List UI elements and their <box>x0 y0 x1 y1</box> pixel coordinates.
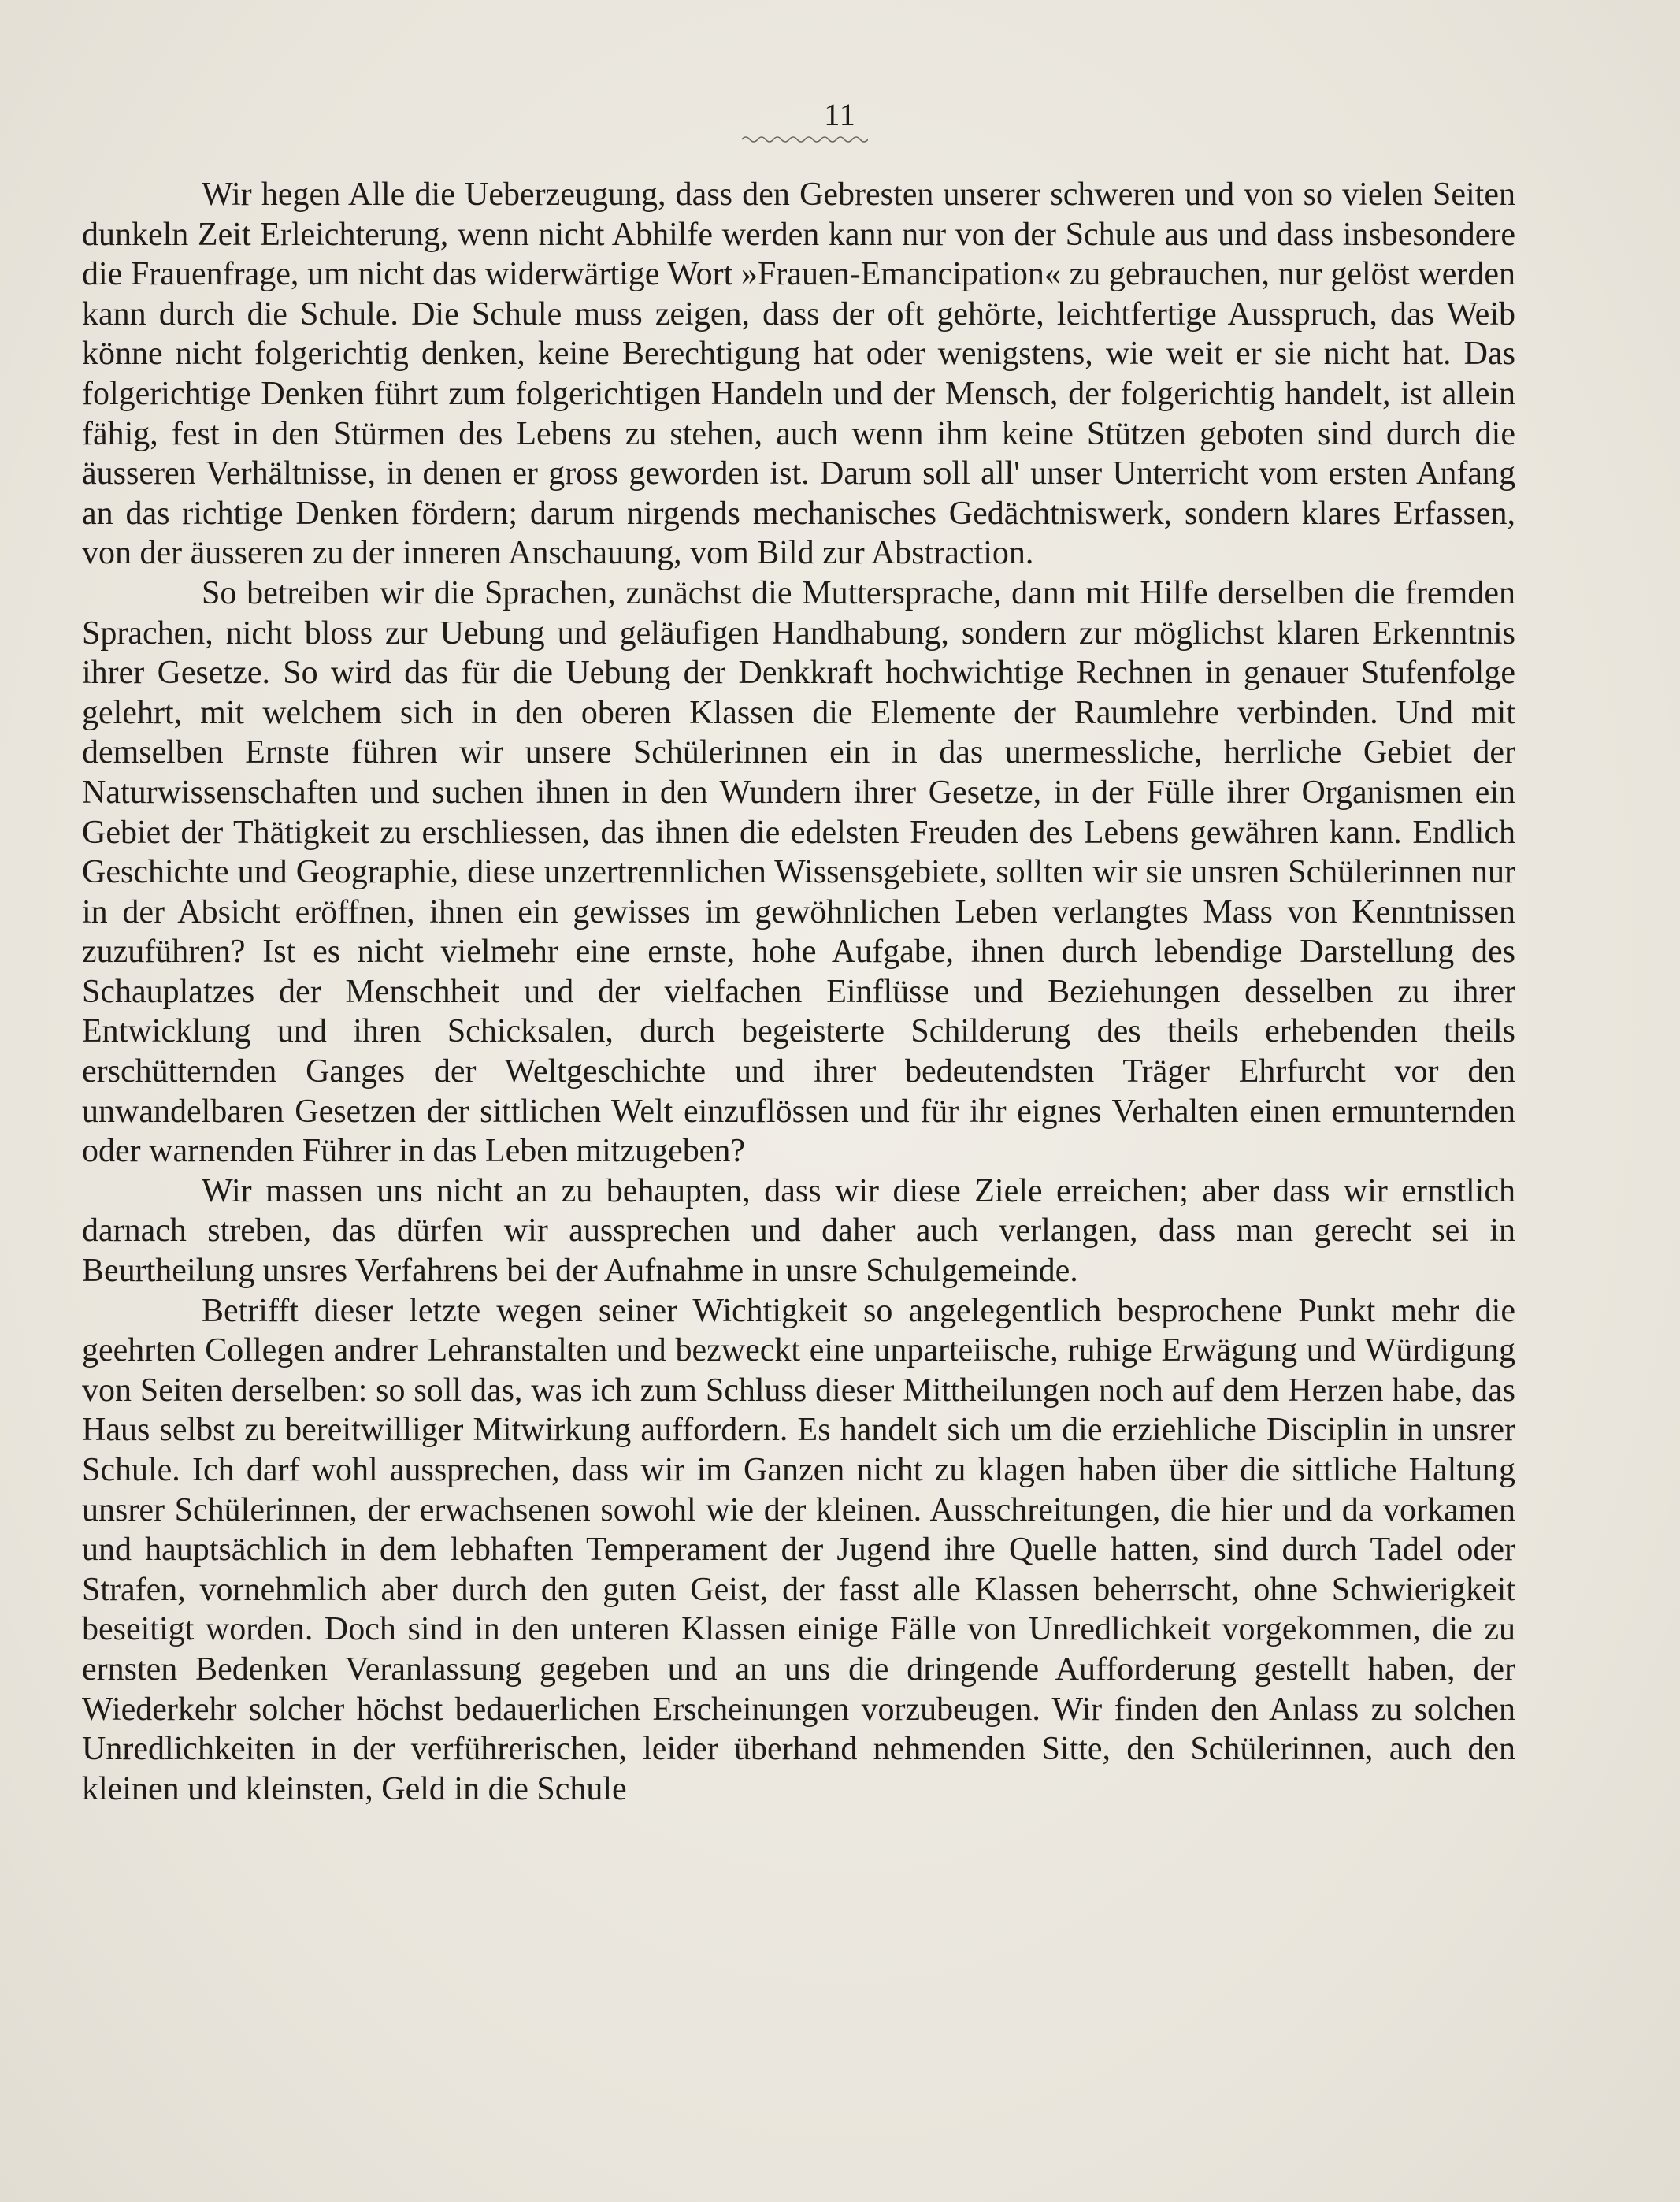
body-text <box>82 175 1515 1809</box>
ornament-divider <box>742 134 868 145</box>
paragraph: Wir massen uns nicht an zu behaupten, dass wir diese Ziele erreichen; aber dass wir ernstlich darnach streben, das dürfen wir aussprechen und daher auch verlangen, dass man gerecht sei in Beurtheilung unsres Verfahrens bei der Aufnahme in unsre Schulgemeinde. <box>82 1172 1515 1290</box>
paragraph: Wir hegen Alle die Ueberzeugung, dass den Gebresten unserer schweren und von so vielen Seiten dunkeln Zeit Erleichterung, wenn nicht Abhilfe werden kann nur von der Schule aus und dass insbesondere die Frauenfrage, um nicht das widerwärtige Wort »Frauen-Emancipation« zu gebrauchen, nur gelöst werden kann durch die Schule. Die Schule muss zeigen, dass der oft gehörte, leichtfertige Ausspruch, das Weib könne nicht folgerichtig denken, keine Berechtigung hat oder wenigstens, wie weit er sie nicht hat. Das folgerichtige Denken führt zum folgerichtigen Handeln und der Mensch, der folgerichtig handelt, ist allein fähig, fest in den Stürmen des Lebens zu stehen, auch wenn ihm keine Stützen geboten sind durch die äusseren Verhältnisse, in denen er gross geworden ist. Darum soll all' unser Unterricht vom ersten Anfang an das richtige Denken fördern; darum nirgends mechanisches Gedächtniswerk, sondern klares Erfassen, von der äusseren zu der inneren Anschauung, vom Bild zur Abstraction. <box>82 176 1515 572</box>
paragraph: Betrifft dieser letzte wegen seiner Wichtigkeit so angelegentlich besprochene Punkt mehr die geehrten Collegen andrer Lehranstalten und bezweckt eine unparteiische, ruhige Erwägung und Würdigung von Seiten derselben: so soll das, was ich zum Schluss dieser Mittheilungen noch auf dem Herzen habe, das Haus selbst zu bereitwilliger Mitwirkung auffordern. Es handelt sich um die erziehliche Disciplin in unsrer Schule. Ich darf wohl aussprechen, dass wir im Ganzen nicht zu klagen haben über die sittliche Haltung unsrer Schülerinnen, der erwachsenen sowohl wie der kleinen. Ausschreitungen, die hier und da vorkamen und hauptsächlich in dem lebhaften Temperament der Jugend ihre Quelle hatten, sind durch Tadel oder Strafen, vornehmlich aber durch den guten Geist, der fasst alle Klassen beherrscht, ohne Schwierigkeit beseitigt worden. Doch sind in den unteren Klassen einige Fälle von Unredlichkeit vorgekommen, die zu ernsten Bedenken Veranlassung gegeben und an uns die dringende Aufforderung gestellt haben, der Wiederkehr solcher höchst bedauerlichen Erscheinungen vorzubeugen. Wir finden den Anlass zu solchen Unredlichkeiten in der verführerischen, leider überhand nehmenden Sitte, den Schülerinnen, auch den kleinen und kleinsten, Geld in die Schule <box>82 1292 1515 1807</box>
page-number: 11 <box>824 97 856 132</box>
paragraph: So betreiben wir die Sprachen, zunächst die Muttersprache, dann mit Hilfe derselben die fremden Sprachen, nicht bloss zur Uebung und geläufigen Handhabung, sondern zur möglichst klaren Erkenntnis ihrer Gesetze. So wird das für die Uebung der Denkkraft hochwichtige Rechnen in genauer Stufenfolge gelehrt, mit welchem sich in den oberen Klassen die Elemente der Raumlehre verbinden. Und mit demselben Ernste führen wir unsere Schülerinnen ein in das unermessliche, herrliche Gebiet der Naturwissenschaften und suchen ihnen in den Wundern ihrer Gesetze, in der Fülle ihrer Organismen ein Gebiet der Thätigkeit zu erschliessen, das ihnen die edelsten Freuden des Lebens gewähren kann. Endlich Geschichte und Geographie, diese unzertrennlichen Wissensgebiete, sollten wir sie unsren Schülerinnen nur in der Absicht eröffnen, ihnen ein gewisses im gewöhnlichen Leben verlangtes Mass von Kenntnissen zuzuführen? Ist es nicht vielmehr eine ernste, hohe Aufgabe, ihnen durch lebendige Darstellung des Schauplatzes der Menschheit und der vielfachen Einflüsse und Beziehungen desselben zu ihrer Entwicklung und ihren Schicksalen, durch begeisterte Schilderung des theils erhebenden theils erschütternden Ganges der Weltgeschichte und ihrer bedeutendsten Träger Ehrfurcht vor den unwandelbaren Gesetzen der sittlichen Welt einzuflössen und für ihr eignes Verhalten einen ermunternden oder warnenden Führer in das Leben mitzugeben? <box>82 574 1515 1170</box>
